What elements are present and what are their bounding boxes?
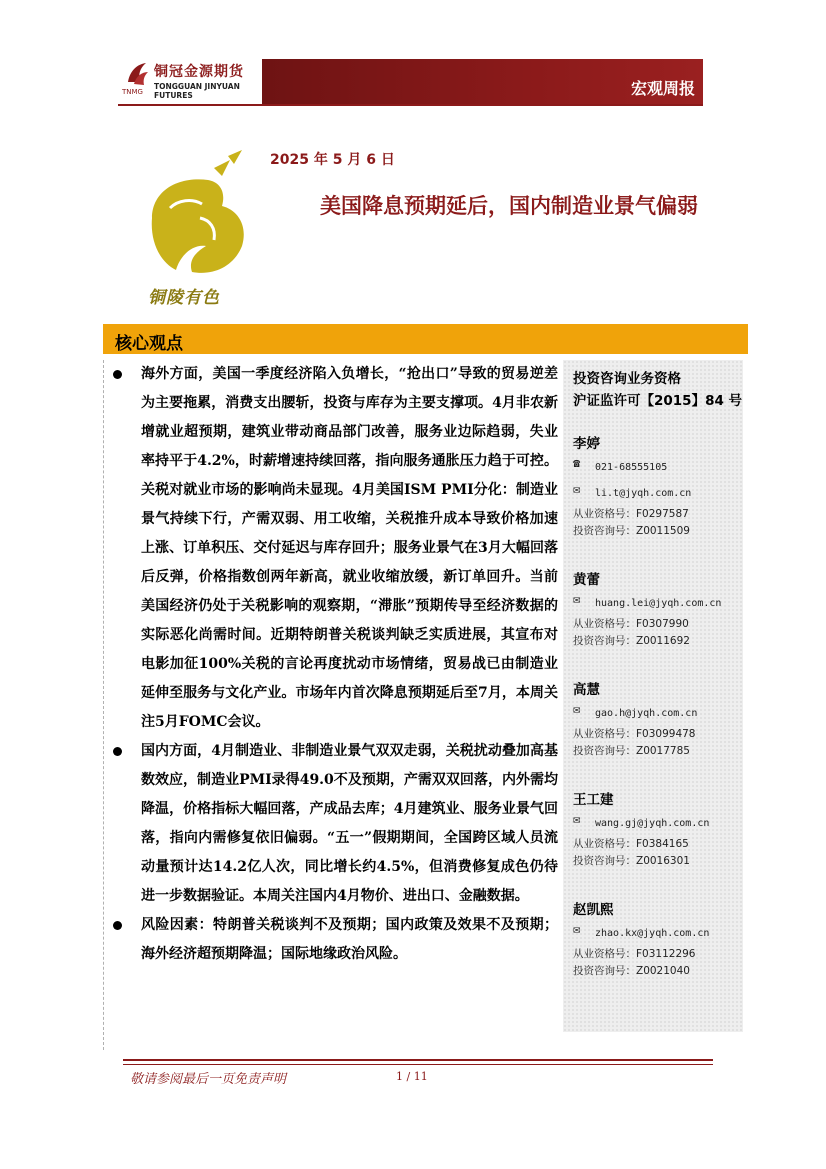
email-icon: ✉ — [573, 922, 581, 936]
phone-icon: ☎ — [573, 456, 581, 470]
analyst-name: 李婷 — [573, 436, 600, 452]
email-icon: ✉ — [573, 482, 581, 496]
emblem-caption: 铜陵有色 — [148, 288, 220, 308]
credential-license: 沪证监许可【2015】84 号 — [573, 393, 743, 409]
email-row — [573, 702, 741, 720]
logo-chinese-name: 铜冠金源期货 — [154, 64, 244, 80]
bullet-text: 国内方面，4月制造业、非制造业景气双双走弱，关税扰动叠加高基数效应，制造业PMI录得49.0不及预期，产需双双回落，内外需均降温，价格指标大幅回落，产成品去库；4月建筑业、服务业景气回落，指向内需修复依旧偏弱。“五一”假期期间，全国跨区域人员流动量预计达14.2亿人次，同比增长约4.5%，但消费修复成色仍待进一步数据验证。本周关注国内4月物价、进出口、金融数据。 — [141, 743, 558, 904]
bullet-risk — [103, 911, 558, 969]
invest-consult-number: 投资咨询号：Z0016301 — [573, 855, 690, 867]
credential-block — [573, 368, 742, 412]
bullet-text: 海外方面，美国一季度经济陷入负增长，“抢出口”导致的贸易逆差为主要拖累，消费支出腰斩，投资与库存为主要支撑项。4月非农新增就业超预期，建筑业带动商品部门改善，服务业边际趋弱，失业率持平于4.2%，时薪增速持续回落，指向服务通胀压力趋于可控。关税对就业市场的影响尚未显现。4月美国ISM PMI分化：制造业景气持续下行，产需双弱、用工收缩，关税推升成本导致价格加速上涨、订单积压、交付延迟与库存回升；服务业景气在3月大幅回落后反弹，价格指数创两年新高，就业收缩放缓，新订单回升。当前美国经济仍处于关税影响的观察期，“滞胀”预期传导至经济数据的实际恶化尚需时间。近期特朗普关税谈判缺乏实质进展，其宣布对电影加征100%关税的言论再度扰动市场情绪，贸易战已由制造业延伸至服务与文化产业。市场年内首次降息预期延后至7月，本周关注5月FOMC会议。 — [141, 366, 558, 730]
analyst-sidebar — [563, 360, 743, 1032]
footer-divider-thin — [123, 1064, 713, 1065]
credential-line: 投资咨询业务资格 — [573, 371, 681, 387]
invest-consult-number: 投资咨询号：Z0021040 — [573, 965, 690, 977]
email-address[interactable]: gao.h@jyqh.com.cn — [595, 708, 698, 719]
email-address[interactable]: wang.gj@jyqh.com.cn — [595, 818, 710, 829]
email-address[interactable]: huang.lei@jyqh.com.cn — [595, 598, 722, 609]
analyst-card — [573, 678, 741, 760]
analyst-name: 高慧 — [573, 682, 600, 698]
company-logo — [118, 58, 263, 100]
header-banner — [262, 59, 703, 105]
analyst-card — [573, 788, 741, 870]
footer-divider — [123, 1059, 713, 1061]
qualification-number: 从业资格号：F03099478 — [573, 728, 696, 740]
core-views-body — [103, 360, 558, 969]
email-icon: ✉ — [573, 702, 581, 716]
section-title: 核心观点 — [115, 334, 183, 354]
bullet-overseas — [103, 360, 558, 737]
bullet-dot-icon — [113, 747, 122, 756]
page-number: 1 / 11 — [396, 1070, 428, 1083]
phone-number: 021-68555105 — [595, 462, 668, 473]
analyst-name: 王工建 — [573, 792, 614, 808]
logo-abbreviation: TNMG — [122, 88, 143, 96]
email-row — [573, 922, 741, 940]
analyst-name: 赵凯熙 — [573, 902, 614, 918]
qualification-number: 从业资格号：F0297587 — [573, 508, 689, 520]
analyst-card — [573, 568, 741, 650]
email-address[interactable]: zhao.kx@jyqh.com.cn — [595, 928, 710, 939]
invest-consult-number: 投资咨询号：Z0011509 — [573, 525, 690, 537]
logo-english-name: TONGGUAN JINYUAN FUTURES — [154, 82, 240, 100]
core-views-section-bar — [103, 324, 748, 354]
disclaimer-note: 敬请参阅最后一页免责声明 — [130, 1072, 287, 1087]
invest-consult-number: 投资咨询号：Z0017785 — [573, 745, 690, 757]
email-icon: ✉ — [573, 592, 581, 606]
qualification-number: 从业资格号：F03112296 — [573, 948, 696, 960]
invest-consult-number: 投资咨询号：Z0011692 — [573, 635, 690, 647]
analyst-name: 黄蕾 — [573, 572, 600, 588]
email-address[interactable]: li.t@jyqh.com.cn — [595, 488, 692, 499]
analyst-card — [573, 898, 741, 980]
analyst-card — [573, 432, 741, 540]
phone-row — [573, 456, 741, 474]
email-row — [573, 482, 741, 500]
header-divider — [118, 104, 703, 106]
bullet-text: 风险因素：特朗普关税谈判不及预期；国内政策及效果不及预期；海外经济超预期降温；国际地缘政治风险。 — [141, 917, 558, 962]
logo-mark-icon — [124, 60, 150, 88]
email-row — [573, 812, 741, 830]
qualification-number: 从业资格号：F0384165 — [573, 838, 689, 850]
bullet-dot-icon — [113, 370, 122, 379]
report-title: 美国降息预期延后，国内制造业景气偏弱 — [320, 194, 698, 218]
email-row — [573, 592, 741, 610]
report-type-label: 宏观周报 — [630, 79, 695, 98]
qualification-number: 从业资格号：F0307990 — [573, 618, 689, 630]
report-date: 2025 年 5 月 6 日 — [270, 152, 395, 168]
email-icon: ✉ — [573, 812, 581, 826]
bullet-dot-icon — [113, 921, 122, 930]
bullet-domestic — [103, 737, 558, 911]
